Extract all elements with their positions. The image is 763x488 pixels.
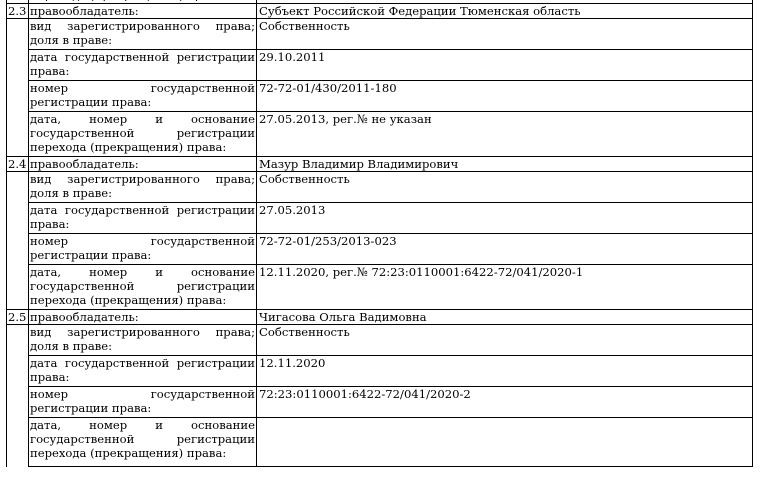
field-label: номер государственной регистрации права: — [29, 81, 257, 112]
field-label: дата, номер и основание государственной регистрации перехода (прекращения) права: — [29, 112, 257, 157]
record-holder-row — [7, 4, 753, 19]
field-value: Собственность — [257, 172, 753, 203]
field-label: номер государственной регистрации права: — [29, 387, 257, 418]
record-field-row — [7, 356, 753, 387]
record-number-cell — [7, 203, 29, 234]
field-label: вид зарегистрированного права; доля в праве: — [29, 325, 257, 356]
field-label: вид зарегистрированного права; доля в праве: — [29, 172, 257, 203]
field-value: 12.11.2020, рег.№ 72:23:0110001:6422-72/041/2020-1 — [257, 265, 753, 310]
record-number-cell — [7, 418, 29, 467]
field-value: 29.10.2011 — [257, 50, 753, 81]
field-value: 27.05.2013 — [257, 203, 753, 234]
record-field-row — [7, 234, 753, 265]
record-field-row — [7, 50, 753, 81]
field-label: дата, номер и основание государственной регистрации перехода (прекращения) права: — [29, 418, 257, 467]
record-field-row — [7, 387, 753, 418]
field-label: вид зарегистрированного права; доля в праве: — [29, 19, 257, 50]
record-holder-row — [7, 157, 753, 172]
holder-name: Субъект Российской Федерации Тюменская область — [257, 4, 753, 19]
record-number: 2.5 — [7, 310, 29, 325]
record-field-row — [7, 172, 753, 203]
field-value — [257, 418, 753, 467]
record-number: 2.4 — [7, 157, 29, 172]
field-value: 72:23:0110001:6422-72/041/2020-2 — [257, 387, 753, 418]
field-label: номер государственной регистрации права: — [29, 234, 257, 265]
field-label: дата государственной регистрации права: — [29, 203, 257, 234]
field-value: 12.11.2020 — [257, 356, 753, 387]
field-label: дата государственной регистрации права: — [29, 50, 257, 81]
record-number-cell — [7, 50, 29, 81]
record-number-cell — [7, 387, 29, 418]
field-value: Собственность — [257, 19, 753, 50]
holder-label: правообладатель: — [29, 4, 257, 19]
record-field-row — [7, 418, 753, 467]
record-field-row — [7, 112, 753, 157]
record-holder-row — [7, 310, 753, 325]
field-value: 27.05.2013, рег.№ не указан — [257, 112, 753, 157]
record-number-cell — [7, 172, 29, 203]
record-number: 2.3 — [7, 4, 29, 19]
record-field-row — [7, 265, 753, 310]
holder-label: правообладатель: — [29, 310, 257, 325]
record-field-row — [7, 203, 753, 234]
field-value: 72-72-01/253/2013-023 — [257, 234, 753, 265]
field-value: 72-72-01/430/2011-180 — [257, 81, 753, 112]
record-number-cell — [7, 19, 29, 50]
holder-name: Чигасова Ольга Вадимовна — [257, 310, 753, 325]
record-field-row — [7, 19, 753, 50]
record-number-cell — [7, 81, 29, 112]
record-number-cell — [7, 112, 29, 157]
record-number-cell — [7, 265, 29, 310]
record-number-cell — [7, 325, 29, 356]
rights-table — [6, 0, 753, 467]
rights-table-sheet — [6, 0, 753, 467]
record-number-cell — [7, 234, 29, 265]
field-value: Собственность — [257, 325, 753, 356]
record-number-cell — [7, 356, 29, 387]
record-field-row — [7, 325, 753, 356]
field-label: дата, номер и основание государственной регистрации перехода (прекращения) права: — [29, 265, 257, 310]
record-field-row — [7, 81, 753, 112]
field-label: дата государственной регистрации права: — [29, 356, 257, 387]
holder-name: Мазур Владимир Владимирович — [257, 157, 753, 172]
holder-label: правообладатель: — [29, 157, 257, 172]
